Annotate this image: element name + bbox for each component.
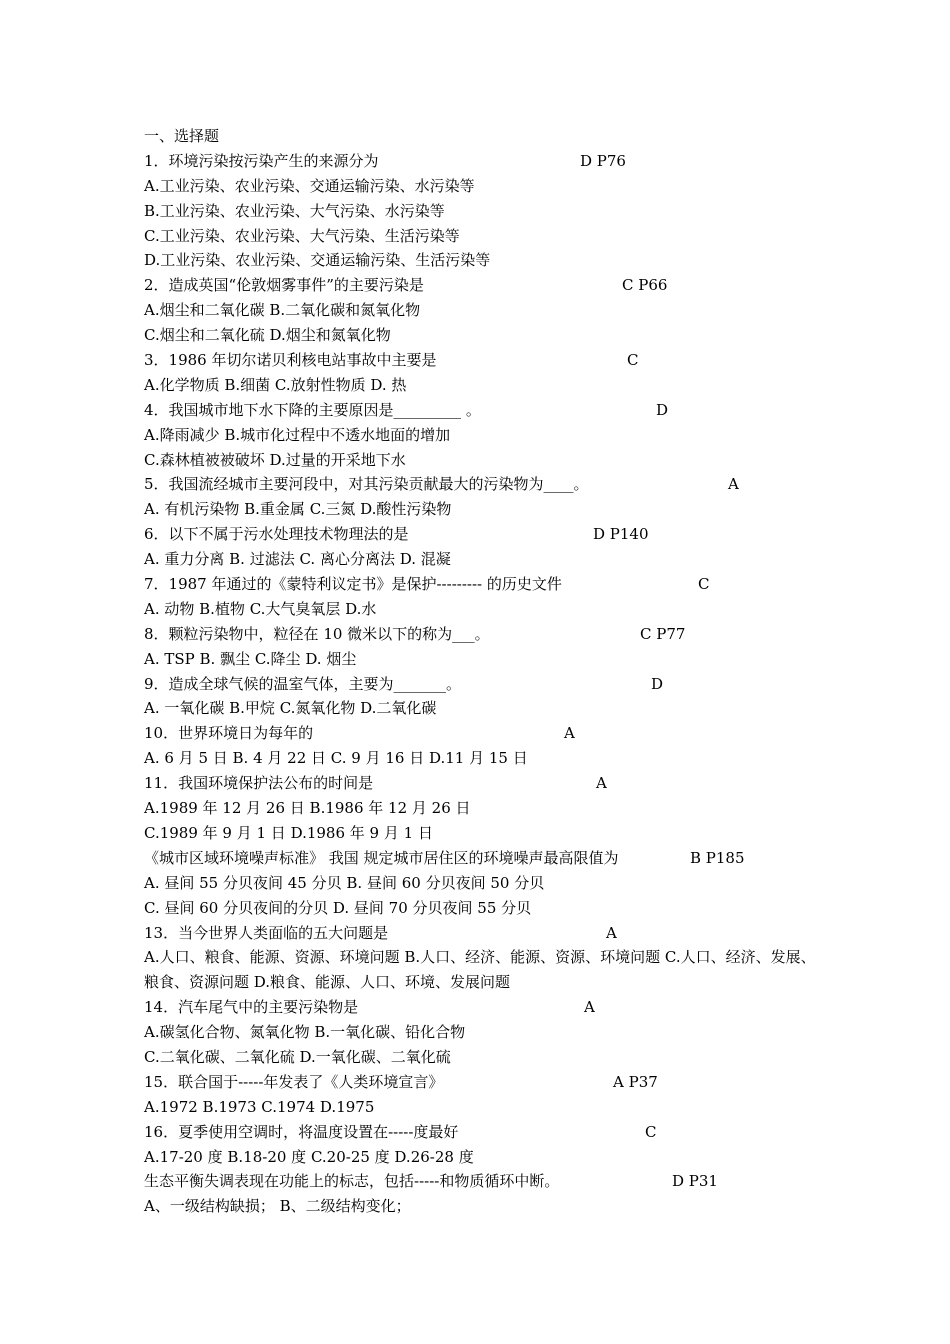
line-text: C.森林植被被破坏 D.过量的开采地下水	[144, 450, 406, 469]
text-line	[144, 995, 834, 1020]
line-text: C. 昼间 60 分贝夜间的分贝 D. 昼间 70 分贝夜间 55 分贝	[144, 898, 532, 917]
answer-key: D P31	[672, 1172, 718, 1191]
answer-key: B P185	[690, 848, 745, 867]
line-text: A.17-20 度 B.18-20 度 C.20-25 度 D.26-28 度	[144, 1147, 474, 1166]
text-line	[144, 597, 834, 622]
line-text: 一、选择题	[144, 127, 220, 145]
text-line	[144, 896, 834, 921]
text-line	[144, 497, 834, 522]
line-text: A.碳氢化合物、氮氧化物 B.一氧化碳、铅化合物	[144, 1023, 466, 1042]
text-line	[144, 323, 834, 348]
text-line	[144, 945, 834, 970]
line-text: 15．联合国于-----年发表了《人类环境宣言》	[144, 1072, 444, 1091]
line-text: C.工业污染、农业污染、大气污染、生活污染等	[144, 226, 460, 245]
line-text: A、一级结构缺损； B、二级结构变化；	[144, 1197, 411, 1216]
answer-key: D P140	[593, 525, 649, 544]
text-line	[144, 846, 834, 871]
line-text: 16．夏季使用空调时，将温度设置在-----度最好	[144, 1122, 459, 1141]
line-text: 14．汽车尾气中的主要污染物是	[144, 998, 359, 1017]
text-line	[144, 622, 834, 647]
answer-key: A	[728, 475, 739, 494]
line-text: A.人口、粮食、能源、资源、环境问题 B.人口、经济、能源、资源、环境问题 C.人口、经济、发展、	[144, 948, 816, 967]
line-text: A. 动物 B.植物 C.大气臭氧层 D.水	[144, 599, 377, 618]
line-text: A. TSP B. 飘尘 C.降尘 D. 烟尘	[144, 649, 357, 668]
text-line	[144, 746, 834, 771]
text-line	[144, 1194, 834, 1219]
line-text: C.烟尘和二氧化硫 D.烟尘和氮氧化物	[144, 326, 391, 345]
text-line	[144, 821, 834, 846]
line-text: C.1989 年 9 月 1 日 D.1986 年 9 月 1 日	[144, 823, 433, 842]
text-line	[144, 771, 834, 796]
text-line	[144, 174, 834, 199]
answer-key: C P77	[640, 624, 686, 643]
text-line	[144, 448, 834, 473]
text-line	[144, 921, 834, 946]
line-text: A.1989 年 12 月 26 日 B.1986 年 12 月 26 日	[144, 799, 471, 818]
text-line	[144, 871, 834, 896]
answer-key: C	[645, 1122, 657, 1141]
text-line	[144, 1120, 834, 1145]
line-text: 10．世界环境日为每年的	[144, 724, 314, 743]
answer-key: D P76	[580, 151, 626, 170]
line-text: 《城市区域环境噪声标准》 我国 规定城市居住区的环境噪声最高限值为	[144, 848, 619, 867]
text-line	[144, 298, 834, 323]
text-line	[144, 522, 834, 547]
text-line	[144, 273, 834, 298]
text-line	[144, 1020, 834, 1045]
line-text: C.二氧化碳、二氧化硫 D.一氧化碳、二氧化硫	[144, 1047, 451, 1066]
line-text: 3．1986 年切尔诺贝利核电站事故中主要是	[144, 351, 437, 370]
line-text: 9．造成全球气候的温室气体，主要为_______。	[144, 674, 462, 693]
line-text: 4．我国城市地下水下降的主要原因是_________ 。	[144, 400, 481, 419]
line-text: 7．1987 年通过的《蒙特利议定书》是保护--------- 的历史文件	[144, 575, 562, 594]
line-text: A.1972 B.1973 C.1974 D.1975	[144, 1097, 375, 1116]
text-line	[144, 199, 834, 224]
line-text: 1．环境污染按污染产生的来源分为	[144, 151, 379, 170]
answer-key: D	[656, 400, 669, 419]
text-line	[144, 721, 834, 746]
line-text: D.工业污染、农业污染、交通运输污染、生活污染等	[144, 251, 491, 270]
line-text: 8．颗粒污染物中，粒径在 10 微米以下的称为___。	[144, 624, 490, 643]
line-text: A. 有机污染物 B.重金属 C.三氮 D.酸性污染物	[144, 500, 452, 519]
line-text: 13．当今世界人类面临的五大问题是	[144, 923, 389, 942]
text-line	[144, 373, 834, 398]
answer-key: C P66	[622, 276, 668, 295]
answer-key: A	[584, 998, 595, 1017]
text-line	[144, 1045, 834, 1070]
text-line	[144, 1095, 834, 1120]
question-list	[144, 124, 834, 1219]
line-text: 2．造成英国“伦敦烟雾事件”的主要污染是	[144, 276, 424, 295]
text-line	[144, 472, 834, 497]
text-line	[144, 1169, 834, 1194]
line-text: A.烟尘和二氧化碳 B.二氧化碳和氮氧化物	[144, 301, 421, 320]
text-line	[144, 970, 834, 995]
text-line	[144, 423, 834, 448]
text-line	[144, 696, 834, 721]
text-line	[144, 1145, 834, 1170]
text-line	[144, 248, 834, 273]
text-line	[144, 672, 834, 697]
line-text: A. 重力分离 B. 过滤法 C. 离心分离法 D. 混凝	[144, 550, 451, 569]
line-text: B.工业污染、农业污染、大气污染、水污染等	[144, 201, 445, 220]
section-heading	[144, 124, 834, 149]
text-line	[144, 1070, 834, 1095]
line-text: 粮食、资源问题 D.粮食、能源、人口、环境、发展问题	[144, 973, 511, 992]
line-text: 生态平衡失调表现在功能上的标志，包括-----和物质循环中断。	[144, 1172, 560, 1191]
line-text: A. 昼间 55 分贝夜间 45 分贝 B. 昼间 60 分贝夜间 50 分贝	[144, 873, 545, 892]
text-line	[144, 149, 834, 174]
line-text: A.降雨减少 B.城市化过程中不透水地面的增加	[144, 425, 451, 444]
text-line	[144, 572, 834, 597]
line-text: A.化学物质 B.细菌 C.放射性物质 D. 热	[144, 375, 407, 394]
answer-key: A	[564, 724, 575, 743]
answer-key: C	[698, 575, 710, 594]
line-text: 11．我国环境保护法公布的时间是	[144, 774, 374, 793]
line-text: A. 6 月 5 日 B. 4 月 22 日 C. 9 月 16 日 D.11 月 15 日	[144, 749, 528, 768]
answer-key: A P37	[613, 1072, 658, 1091]
text-line	[144, 348, 834, 373]
text-line	[144, 224, 834, 249]
line-text: 6．以下不属于污水处理技术物理法的是	[144, 525, 409, 544]
line-text: A. 一氧化碳 B.甲烷 C.氮氧化物 D.二氧化碳	[144, 699, 437, 718]
text-line	[144, 796, 834, 821]
line-text: A.工业污染、农业污染、交通运输污染、水污染等	[144, 176, 475, 195]
answer-key: D	[651, 674, 664, 693]
text-line	[144, 547, 834, 572]
answer-key: A	[606, 923, 617, 942]
text-line	[144, 398, 834, 423]
answer-key: C	[627, 351, 639, 370]
text-line	[144, 647, 834, 672]
line-text: 5．我国流经城市主要河段中，对其污染贡献最大的污染物为____。	[144, 475, 589, 494]
answer-key: A	[596, 774, 607, 793]
